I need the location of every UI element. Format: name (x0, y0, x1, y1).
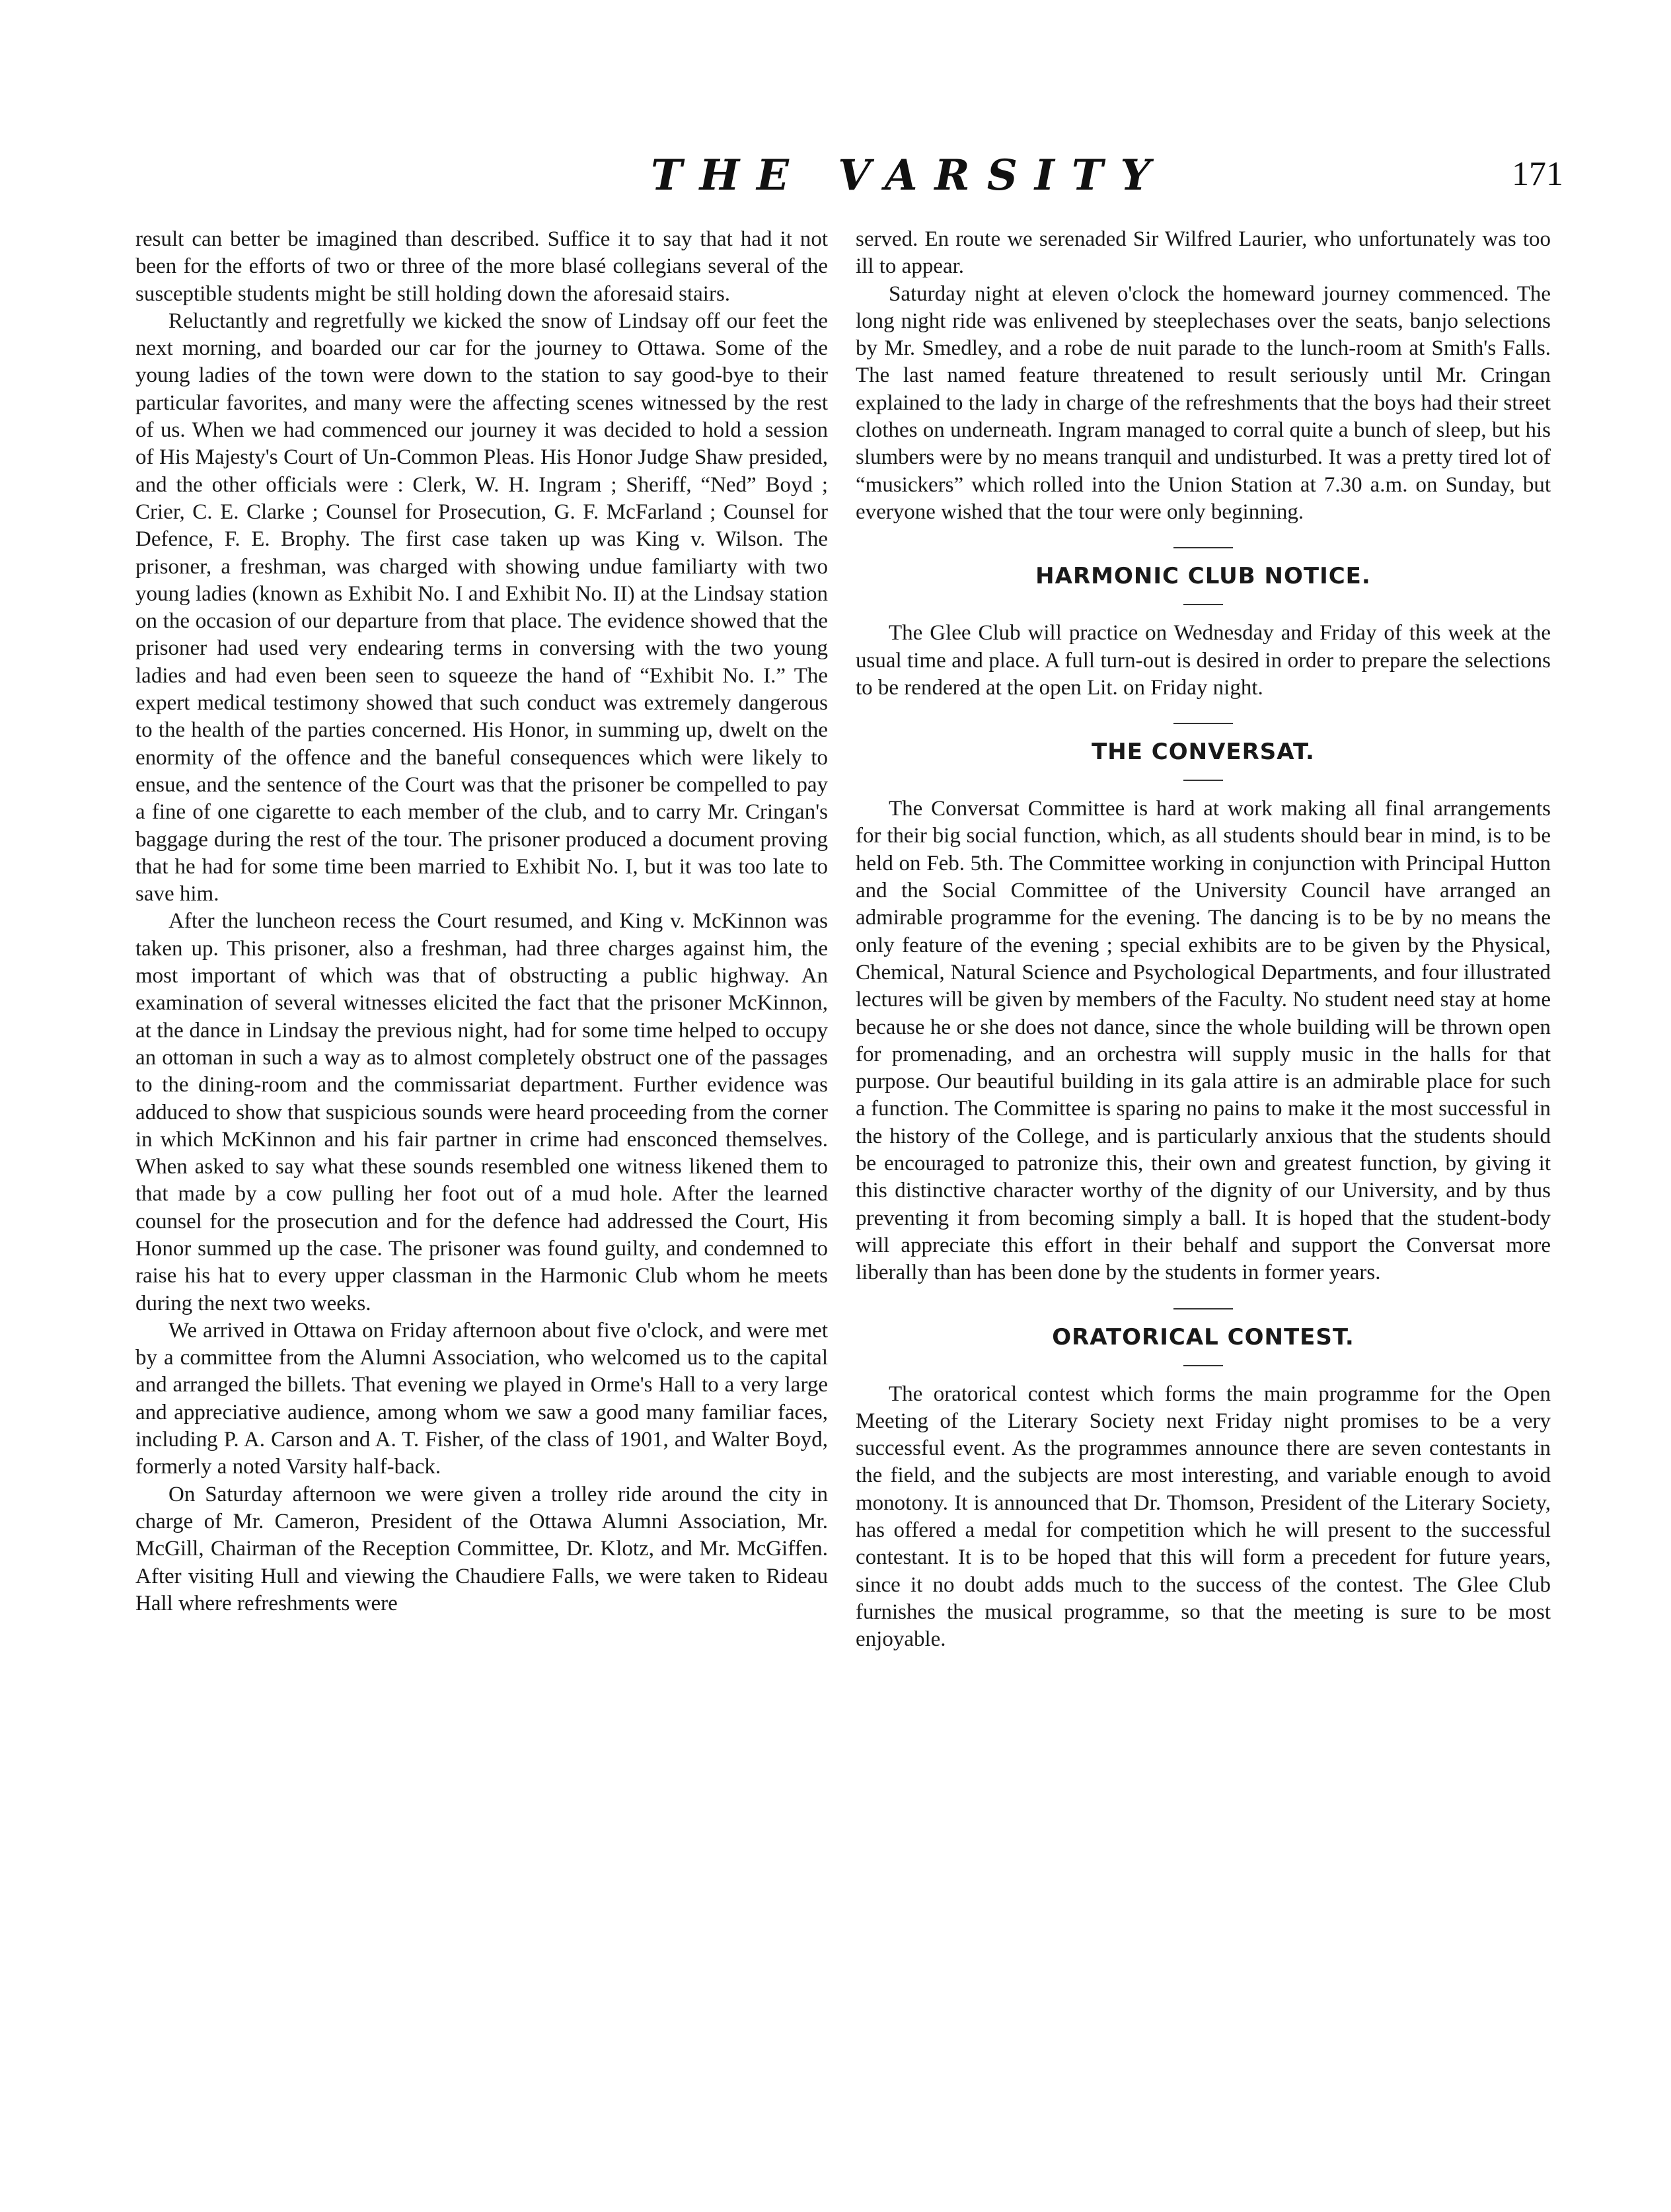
section-heading-oratorical-contest: ORATORICAL CONTEST. (1052, 1323, 1355, 1350)
paragraph: On Saturday afternoon we were given a trolley ride around the city in charge of Mr. Cameron, President of the Ottawa Alumni Association, Mr. McGill, Chairman of the Reception Committee, Dr. Klotz, and Mr. McGiffen. After visiting Hull and viewing the Chaudiere Falls, we were taken to Rideau Hall where refreshments were (135, 1482, 828, 1615)
section-heading-harmonic-club: HARMONIC CLUB NOTICE. (1035, 563, 1371, 590)
paragraph: Reluctantly and regretfully we kicked the snow of Lindsay off our feet the next morning, and boarded our car for the journey to Ottawa. Some of the young ladies of the town were down to the station to say good-bye to their particular favorites, and many were the affecting scenes witnessed by the rest of us. When we had commenced our journey it was decided to hold a session of His Majesty's Court of Un-Common Pleas. His Honor Judge Shaw presided, and the other officials were : Clerk, W. H. Ingram ; Sheriff, “Ned” Boyd ; Crier, C. E. Clarke ; Counsel for Prosecution, G. F. McFarland ; Counsel for Defence, F. E. Brophy. The first case taken up was King v. Wilson. The prisoner, a freshman, was charged with showing undue familiarty with two young ladies (known as Exhibit No. I and Exhibit No. II) at the Lindsay station on the occasion of our departure from that place. The evidence showed that the prisoner had used very endearing terms in conversing with the two young ladies and had even been seen to squeeze the hand of “Exhibit No. I.” The expert medical testimony showed that such conduct was extremely dangerous to the health of the parties concerned. His Honor, in summing up, dwelt on the enormity of the offence and the baneful consequences which were likely to ensue, and the sentence of the Court was that the prisoner be compelled to pay a fine of one cigarette to each member of the club, and to carry Mr. Cringan's baggage during the rest of the tour. The prisoner produced a document proving that he had for some time been married to Exhibit No. I, but it was too late to save him. (135, 309, 828, 906)
paragraph: served. En route we serenaded Sir Wilfred Laurier, who unfortunately was too ill to appear. (856, 227, 1551, 279)
paragraph: Saturday night at eleven o'clock the homeward journey commenced. The long night ride was enlivened by steeplechases over the seats, banjo selections by Mr. Smedley, and a robe de nuit parade to the lunch-room at Smith's Falls. The last named feature threatened to result seriously until Mr. Cringan explained to the lady in charge of the refreshments that the boys had their street clothes on underneath. Ingram managed to corral quite a bunch of sleep, but his slumbers were by no means tranquil and undisturbed. It was a pretty tired lot of “musickers” which rolled into the Union Station at 7.30 a.m. on Sunday, but everyone wished that the tour were only beginning. (856, 281, 1551, 524)
paragraph: We arrived in Ottawa on Friday afternoon about five o'clock, and were met by a committee from the Alumni Association, who welcomed us to the capital and arranged the billets. That evening we played in Orme's Hall to a very large and appreciative audience, among whom we saw a good many familiar faces, including P. A. Carson and A. T. Fisher, of the class of 1901, and Walter Boyd, formerly a noted Varsity half-back. (135, 1318, 828, 1479)
paragraph: The Conversat Committee is hard at work making all final arrangements for their big social function, which, as all students should bear in mind, is to be held on Feb. 5th. The Committee working in conjunction with Principal Hutton and the Social Committee of the University Council have arranged an admirable programme for the evening. The dancing is to be by no means the only feature of the evening ; special exhibits are to be given by the Physical, Chemical, Natural Science and Psychological Departments, and four illustrated lectures will be given by members of the Faculty. No student need stay at home because he or she does not dance, since the whole building will be thrown open for promenading, and an orchestra will supply music in the halls for that purpose. Our beautiful building in its gala attire is an admirable place for such a function. The Committee is sparing no pains to make it the most successful in the history of the College, and is particularly anxious that the students should be encouraged to patronize this, their own and greatest function, by giving it this distinctive character worthy of the dignity of our University, and by thus preventing it from becoming simply a ball. It is hoped that the student-body will appreciate this effort in their behalf and support the Conversat more liberally than has been done by the students in former years. (856, 797, 1551, 1285)
section-heading-conversat: THE CONVERSAT. (1092, 739, 1315, 766)
journal-title: THE VARSITY (651, 151, 1168, 200)
paragraph: The oratorical contest which forms the main programme for the Open Meeting of the Literary Society next Friday night promises to be a very successful event. As the programmes announce there are seven contestants in the field, and the subjects are most interesting, and variable enough to avoid monotony. It is announced that Dr. Thomson, President of the Literary Society, has offered a medal for competition which he will present to the successful contestant. It is to be hoped that this will form a precedent for future years, since it no doubt adds much to the success of the contest. The Glee Club furnishes the musical programme, so that the meeting is sure to be most enjoyable. (856, 1382, 1551, 1652)
right-column (856, 226, 1551, 1653)
paragraph: result can better be imagined than described. Suffice it to say that had it not been for the efforts of two or three of the more blasé collegians several of the susceptible students might be still holding down the aforesaid stairs. (135, 227, 828, 306)
paragraph: After the luncheon recess the Court resumed, and King v. McKinnon was taken up. This prisoner, also a freshman, had three charges against him, the most important of which was that of obstructing a public highway. An examination of several witnesses elicited the fact that the prisoner McKinnon, at the dance in Lindsay the previous night, had for some time helped to occupy an ottoman in such a way as to almost completely obstruct one of the passages to the dining-room and the commissariat department. Further evidence was adduced to show that suspicious sounds were heard proceeding from the corner in which McKinnon and his fair partner in crime had ensconced themselves. When asked to say what these sounds resembled one witness likened them to that made by a cow pulling her foot out of a mud hole. After the learned counsel for the prosecution and for the defence had addressed the Court, His Honor summed up the case. The prisoner was found guilty, and condemned to raise his hat to every upper classman in the Harmonic Club whom he meets during the next two weeks. (135, 909, 828, 1315)
page-header (0, 151, 1671, 210)
page-number: 171 (1512, 155, 1563, 193)
paragraph: The Glee Club will practice on Wednesday and Friday of this week at the usual time and place. A full turn-out is desired in order to prepare the selections to be rendered at the open Lit. on Friday night. (856, 621, 1551, 700)
left-column (135, 226, 828, 1617)
